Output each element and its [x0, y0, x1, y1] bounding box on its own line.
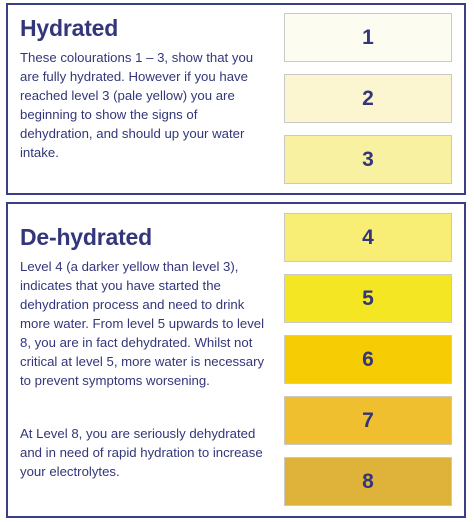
color-swatch-level-2: 2 — [284, 74, 452, 123]
color-swatch-level-8: 8 — [284, 457, 452, 506]
hydrated-heading: Hydrated — [20, 15, 119, 41]
color-swatch-level-4: 4 — [284, 213, 452, 262]
color-swatch-level-1: 1 — [284, 13, 452, 62]
color-swatch-level-5: 5 — [284, 274, 452, 323]
hydrated-description: These colourations 1 – 3, show that you are fully hydrated. However if you have reached level 3 (pale yellow) you are beginning to show the signs of dehydration, and should up your water intake. — [20, 50, 254, 160]
dehydrated-heading: De-hydrated — [20, 224, 152, 250]
dehydrated-description-level-8: At Level 8, you are seriously dehydrated and in need of rapid hydration to increase your electrolytes. — [20, 426, 263, 479]
color-swatch-level-3: 3 — [284, 135, 452, 184]
color-swatch-level-6: 6 — [284, 335, 452, 384]
dehydrated-description: Level 4 (a darker yellow than level 3), indicates that you have started the dehydration process and need to drink more water. From level 5 upwards to level 8, you are in fact dehydrated. Whilst not critical at level 5, more water is necessary to prevent symptoms worsening. — [20, 259, 265, 388]
color-swatch-level-7: 7 — [284, 396, 452, 445]
